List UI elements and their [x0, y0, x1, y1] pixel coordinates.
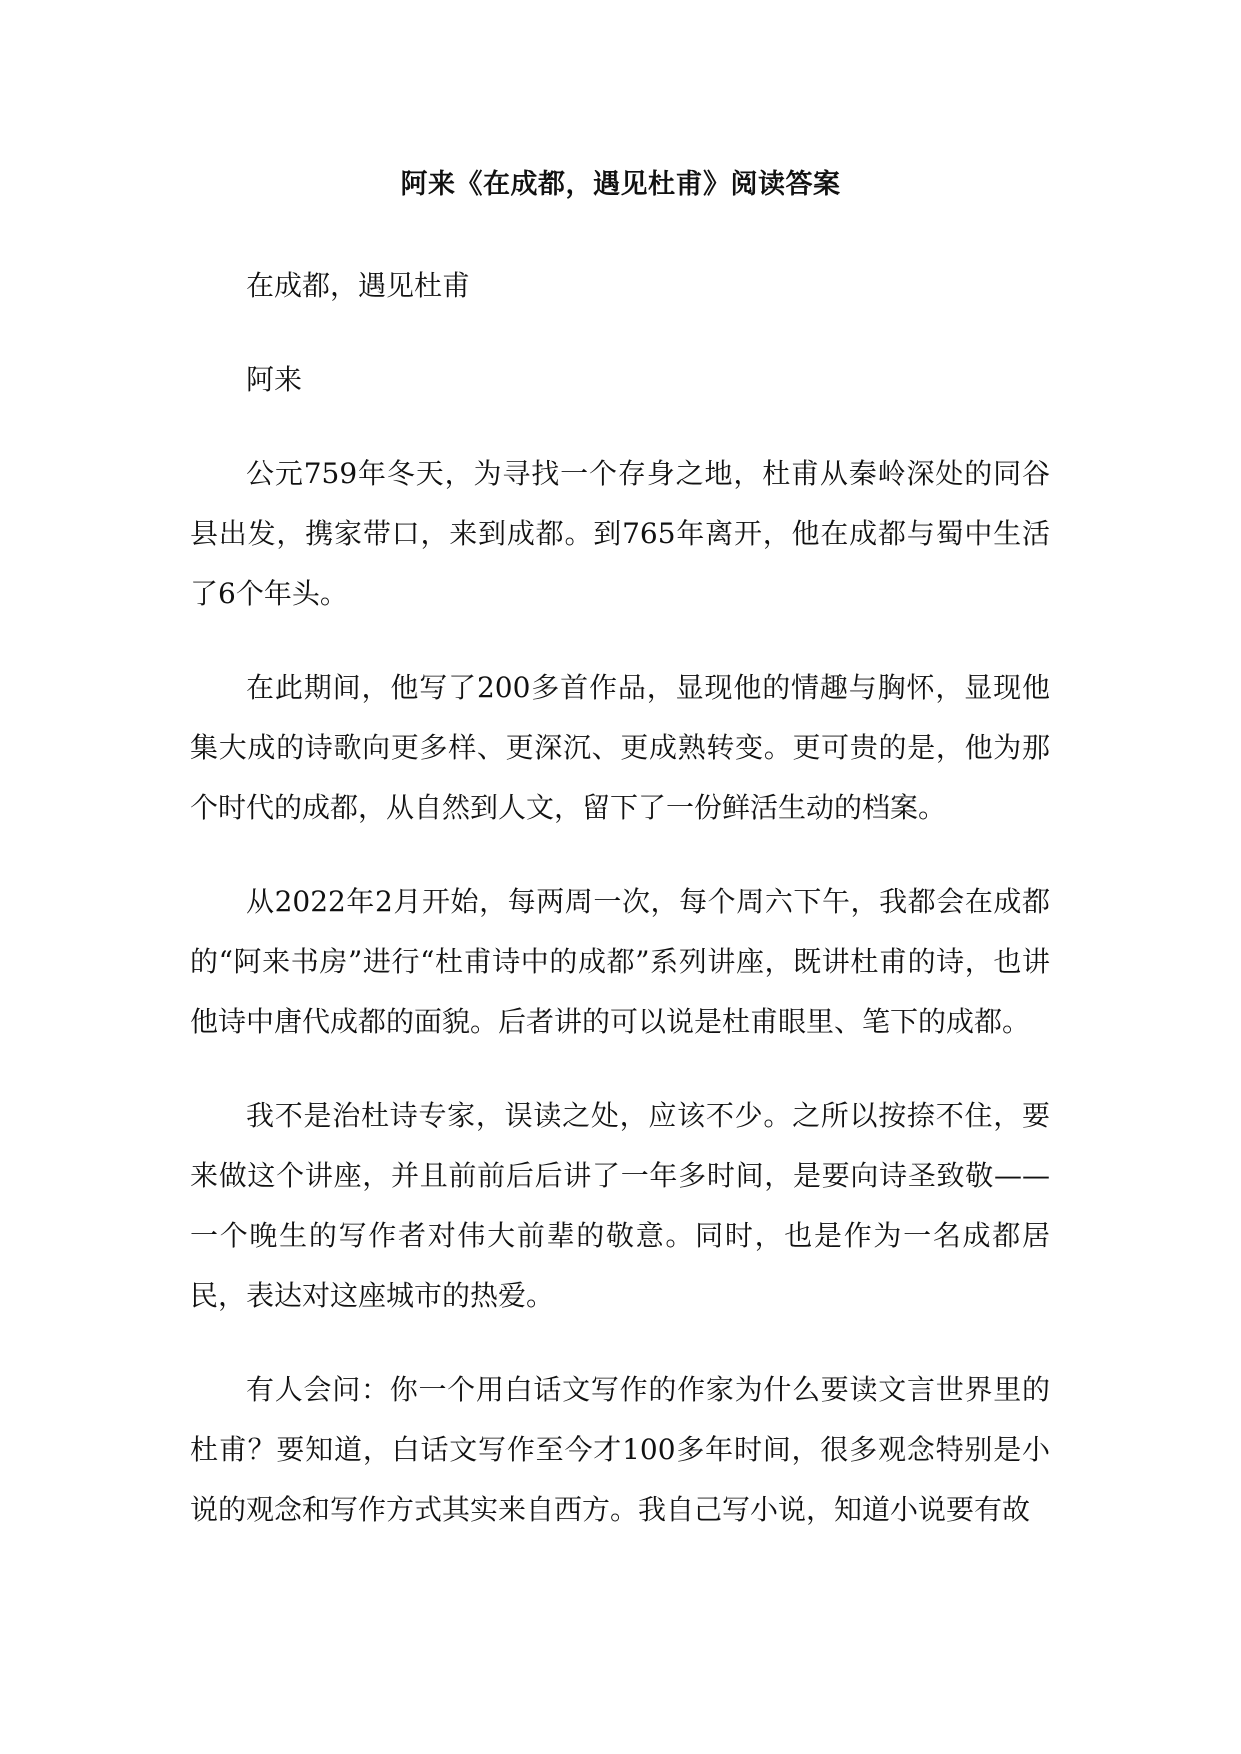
document-title: 阿来《在成都，遇见杜甫》阅读答案 — [400, 169, 841, 200]
paragraph-4: 我不是治杜诗专家，误读之处，应该不少。之所以按捺不住，要来做这个讲座，并且前前后后讲了一年多时间，是要向诗圣致敬——一个晚生的写作者对伟大前辈的敬意。同时，也是作为一名成都居民，表达对这座城市的热爱。 — [190, 1099, 1050, 1312]
document-body — [190, 256, 1050, 1574]
paragraph-3: 从2022年2月开始，每两周一次，每个周六下午，我都会在成都的“阿来书房”进行“杜甫诗中的成都”系列讲座，既讲杜甫的诗，也讲他诗中唐代成都的面貌。后者讲的可以说是杜甫眼里、笔下的成都。 — [190, 885, 1050, 1038]
article-author: 阿来 — [246, 363, 303, 396]
paragraph-1: 公元759年冬天，为寻找一个存身之地，杜甫从秦岭深处的同谷县出发，携家带口，来到成都。到765年离开，他在成都与蜀中生活了6个年头。 — [190, 457, 1050, 610]
paragraph-2: 在此期间，他写了200多首作品，显现他的情趣与胸怀，显现他集大成的诗歌向更多样、更深沉、更成熟转变。更可贵的是，他为那个时代的成都，从自然到人文，留下了一份鲜活生动的档案。 — [190, 671, 1050, 824]
article-subtitle: 在成都，遇见杜甫 — [246, 269, 471, 302]
paragraph-5: 有人会问：你一个用白话文写作的作家为什么要读文言世界里的杜甫？要知道，白话文写作至今才100多年时间，很多观念特别是小说的观念和写作方式其实来自西方。我自己写小说，知道小说要有故 — [190, 1373, 1050, 1526]
